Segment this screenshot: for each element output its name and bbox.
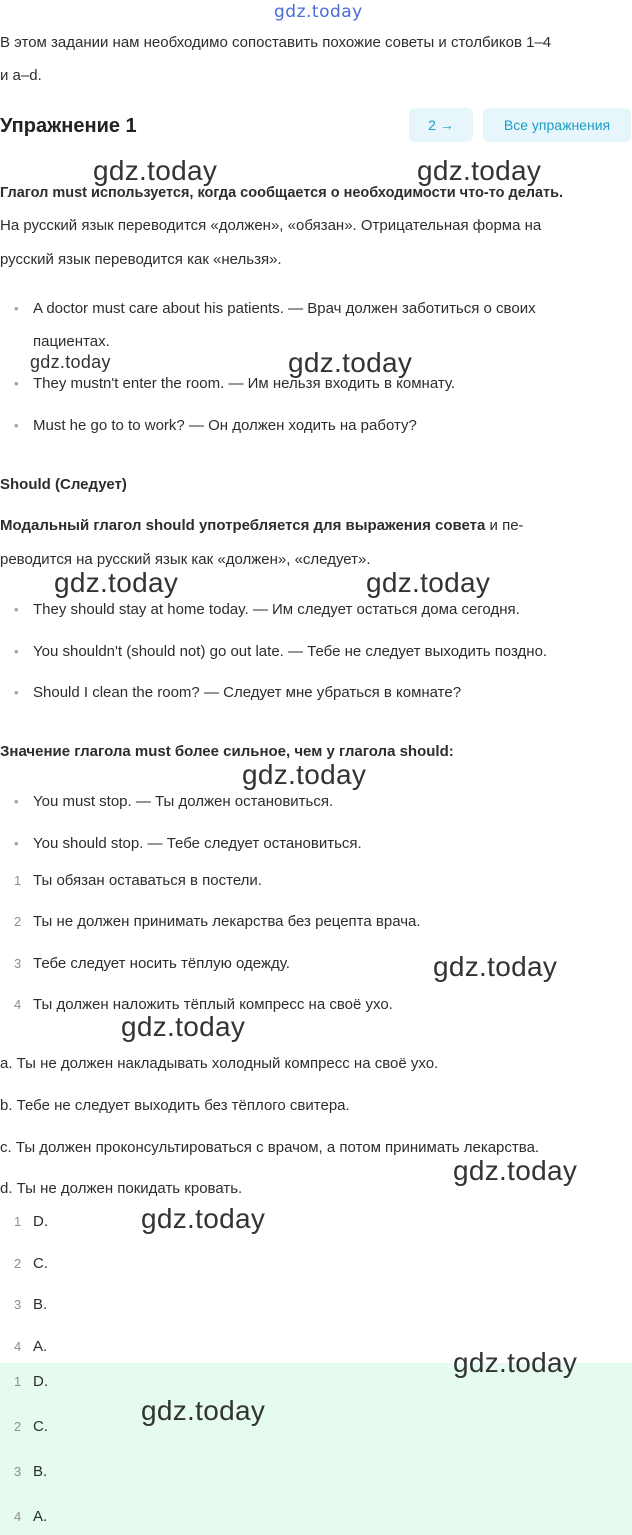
bullet-icon: •	[14, 376, 19, 391]
bullet-icon: •	[14, 685, 19, 700]
task-letter-d: d. Ты не должен покидать кровать.	[0, 1180, 243, 1197]
watermark: gdz.today	[141, 1395, 266, 1426]
task-letter-c: c. Ты должен проконсультироваться с врачом, а потом принимать лекарства.	[0, 1139, 540, 1156]
compare-heading: Значение глагола must более сильное, чем у глагола should:	[0, 743, 454, 760]
should-text-1: Модальный глагол should употребляется для выражения совета и пе-	[0, 517, 524, 534]
task-letter-a: a. Ты не должен накладывать холодный компресс на своё ухо.	[0, 1055, 439, 1072]
watermark: gdz.today	[93, 155, 218, 186]
should-heading: Should (Следует)	[0, 476, 127, 493]
bullet-icon: •	[14, 836, 19, 851]
must-text-1: На русский язык переводится «должен», «обязан». Отрицательная форма на	[0, 217, 542, 234]
bullet-icon: •	[14, 418, 19, 433]
must-text-2: русский язык переводится как «нельзя».	[0, 251, 282, 268]
task-letter-b: b. Тебе не следует выходить без тёплого свитера.	[0, 1097, 350, 1114]
site-logo[interactable]: gdz.today	[274, 2, 363, 22]
answer-panel: 1 D. 2 C. 3 B. 4 A.	[0, 1363, 632, 1535]
watermark: gdz.today	[121, 1011, 246, 1042]
watermark: gdz.today	[366, 567, 491, 598]
must-heading: Глагол must используется, когда сообщается о необходимости что-то делать.	[0, 185, 564, 201]
watermark: gdz.today	[433, 951, 558, 982]
watermark: gdz.today	[30, 352, 111, 372]
next-exercise-button[interactable]: 2 →	[409, 108, 473, 142]
bullet-icon: •	[14, 794, 19, 809]
intro-line-2: и a–d.	[0, 67, 42, 84]
watermark: gdz.today	[417, 155, 542, 186]
watermark: gdz.today	[141, 1203, 266, 1234]
should-text-2: реводится на русский язык как «должен», «следует».	[0, 551, 371, 568]
exercise-title: Упражнение 1	[0, 115, 137, 137]
bullet-icon: •	[14, 602, 19, 617]
watermark: gdz.today	[453, 1347, 578, 1378]
bullet-icon: •	[14, 644, 19, 659]
all-exercises-button[interactable]: Все упражнения	[483, 108, 631, 142]
bullet-icon: •	[14, 301, 19, 316]
watermark: gdz.today	[242, 759, 367, 790]
watermark: gdz.today	[453, 1155, 578, 1186]
watermark: gdz.today	[54, 567, 179, 598]
intro-line-1: В этом задании нам необходимо сопоставить похожие советы и столбиков 1–4	[0, 34, 552, 51]
watermark: gdz.today	[288, 347, 413, 378]
